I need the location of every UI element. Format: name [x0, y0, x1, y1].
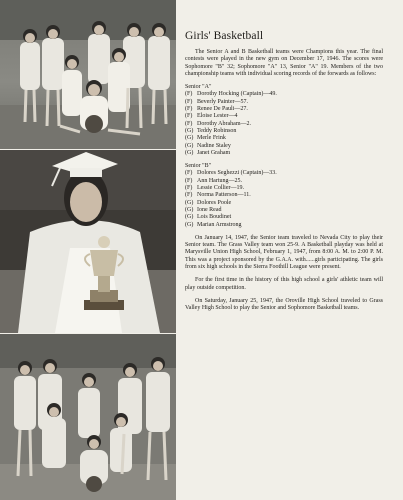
team-photo-bottom [0, 334, 176, 500]
playday-paragraph: On January 14, 1947, the Senior team traveled to Nevada City to play their Senior team. The Grass Valley team won 25-9. A Basketball playday was held at Marysville Union High School, February 1, 1947, from 8:00 A. M. to 2:00 P. M. This was a project sponsored by the G.A.A. with......girls participating. The girls from six high schools in the Sierra Foothill League were present. [185, 234, 383, 271]
senior-b-label: Senior "B" [185, 163, 212, 170]
roster-item: (F) Lessie Collier—19. [185, 185, 244, 192]
roster-item: (F) Dorothy Abraham—2. [185, 120, 251, 127]
intro-paragraph: The Senior A and B Basketball teams were Champions this year. The final contests were played in the new gym on December 17, 1946. The scores were Sophomore "B" 32; Sophomore "A" 13, Senior "A" 19. Members of the two championship teams with individual scoring records of the forwards as follows: [185, 49, 383, 77]
roster-item: (G) Ione Read [185, 206, 222, 213]
roster-item: (F) Renee De Pauli—27. [185, 106, 248, 113]
roster-item: (F) Norma Patterson—11. [185, 192, 251, 199]
roster-item: (F) Dorothy Hocking (Captain)—49. [185, 91, 277, 98]
team-photo-bottom-image [0, 334, 176, 500]
senior-a-roster [185, 91, 383, 157]
roster-item: (F) Beverly Painter—57. [185, 98, 248, 105]
roster-item: (G) Teddy Robinson [185, 127, 237, 134]
roster-item: (G) Merle Frink [185, 135, 226, 142]
roster-item: (G) Nadine Staley [185, 142, 231, 149]
senior-b-roster [185, 170, 383, 228]
article-title: Girls' Basketball [185, 30, 264, 42]
roster-item: (F) Ann Hartung—25. [185, 177, 242, 184]
roster-item: (F) Dolores Seghezzi (Captain)—33. [185, 170, 277, 177]
article-column [185, 30, 383, 313]
trophy-portrait-photo [0, 150, 176, 333]
outside-competition-paragraph: For the first time in the history of this high school a girls' athletic team will play outside competition. [185, 277, 383, 291]
senior-a-label: Senior "A" [185, 84, 212, 91]
roster-item: (G) Lois Boudinet [185, 214, 232, 221]
roster-item: (G) Marian Armstrong [185, 221, 242, 228]
team-photo-top [0, 0, 176, 149]
roster-item: (G) Janet Graham [185, 149, 231, 156]
trophy-portrait-image [0, 150, 176, 333]
roster-item: (G) Dolores Poole [185, 199, 232, 206]
team-photo-top-image [0, 0, 176, 149]
oroville-game-paragraph: On Saturday, January 25, 1947, the Oroville High School traveled to Grass Valley High School to play the Senior and Sophomore Basketball teams. [185, 297, 383, 312]
roster-item: (F) Eloise Lester—4 [185, 113, 238, 120]
